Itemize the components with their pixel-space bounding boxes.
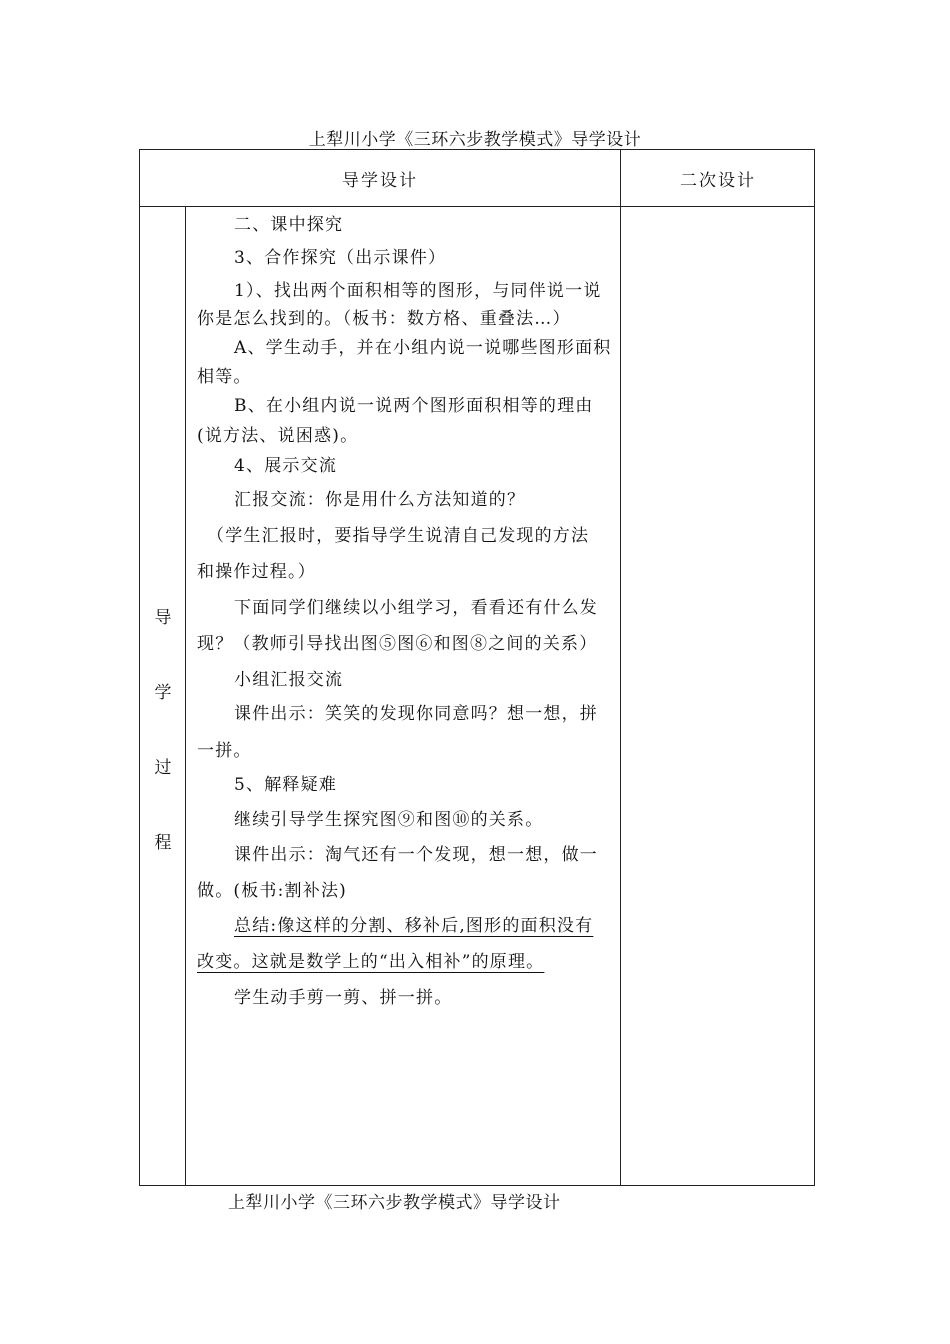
summary-line: 总结:像这样的分割、移补后,图形的面积没有 [234, 916, 594, 936]
content-line: 3、合作探究（出示课件） [234, 248, 447, 268]
content-line: (说方法、说困惑)。 [197, 426, 359, 446]
content-line: 继续引导学生探究图⑨和图⑩的关系。 [234, 810, 544, 830]
content-line: 相等。 [197, 367, 252, 387]
document-title: 上犁川小学《三环六步教学模式》导学设计 [308, 130, 642, 150]
content-line: 汇报交流：你是用什么方法知道的？ [234, 490, 526, 510]
content-line: 二、课中探究 [234, 215, 344, 235]
content-line: 你是怎么找到的。（板书：数方格、重叠法…） [197, 309, 571, 329]
content-line: 5、解释疑难 [234, 775, 338, 795]
content-line: 1）、找出两个面积相等的图形，与同伴说一说 [234, 281, 602, 301]
content-line: 4、展示交流 [234, 456, 338, 476]
content-line: （学生汇报时，要指导学生说清自己发现的方法 [207, 526, 590, 546]
content-line: A、学生动手，并在小组内说一说哪些图形面积 [234, 338, 612, 358]
column-divider-main [620, 150, 621, 1185]
summary-line: 改变。这就是数学上的“出入相补”的原理。 [197, 952, 545, 972]
document-footer-title: 上犁川小学《三环六步教学模式》导学设计 [228, 1193, 561, 1213]
header-main: 导学设计 [342, 171, 418, 191]
content-line: 课件出示：笑笑的发现你同意吗？想一想，拼 [234, 704, 598, 724]
side-label-char: 程 [154, 833, 172, 853]
side-label-char: 过 [154, 758, 172, 778]
content-line: 小组汇报交流 [234, 670, 344, 690]
side-label-char: 学 [154, 683, 172, 703]
content-line: 课件出示：淘气还有一个发现，想一想，做一 [234, 845, 598, 865]
side-label-char: 导 [154, 608, 172, 628]
content-line: 一拼。 [197, 741, 252, 761]
header-second-design: 二次设计 [680, 171, 756, 191]
content-line: 学生动手剪一剪、拼一拼。 [234, 988, 453, 1008]
content-line: 做。(板书:割补法) [197, 881, 347, 901]
content-line: 现？（教师引导找出图⑤图⑥和图⑧之间的关系） [197, 634, 598, 654]
lesson-design-table [139, 149, 815, 1186]
content-line: B、在小组内说一说两个图形面积相等的理由 [234, 396, 594, 416]
content-line: 和操作过程。） [197, 562, 316, 582]
side-label-column [140, 608, 186, 908]
content-line: 下面同学们继续以小组学习，看看还有什么发 [234, 598, 598, 618]
